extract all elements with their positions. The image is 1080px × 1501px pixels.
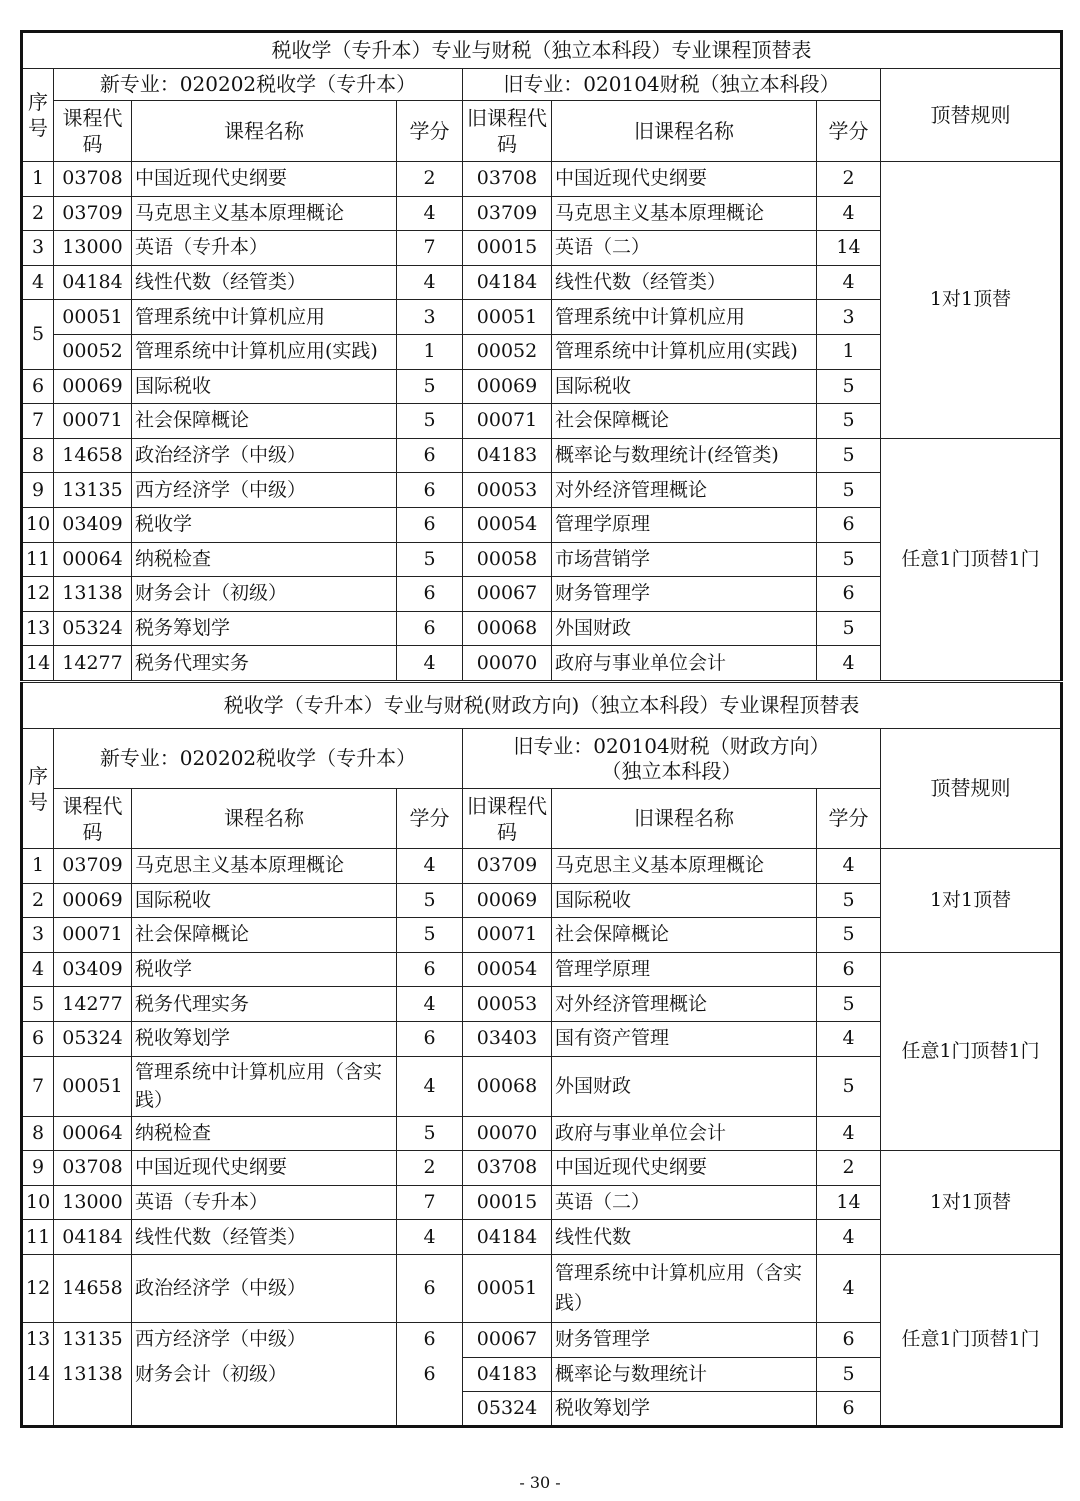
- credit-cell: 5: [397, 542, 463, 577]
- code-cell: 04184: [54, 265, 132, 300]
- old-name-header: 旧课程名称: [552, 101, 817, 162]
- old-name-cell: 外国财政: [552, 611, 817, 646]
- old-code-cell: 03709: [463, 196, 552, 231]
- old-credit-cell: 3: [817, 300, 881, 335]
- code-cell: 13000: [54, 1185, 132, 1220]
- page-number: - 30 -: [519, 1473, 561, 1492]
- seq-cell: 9: [22, 473, 54, 508]
- credit-cell: 5: [397, 1116, 463, 1151]
- seq-cell: 5: [22, 300, 54, 369]
- name-cell: 中国近现代史纲要: [132, 1151, 397, 1186]
- new-major-header: 新专业：020202税收学（专升本）: [54, 69, 463, 101]
- old-credit-cell: 5: [817, 1056, 881, 1116]
- seq-cell: 2: [22, 196, 54, 231]
- old-major-line2: （独立本科段）: [601, 758, 742, 783]
- old-name-cell: 税收筹划学: [552, 1392, 817, 1427]
- old-code-cell: 04184: [463, 265, 552, 300]
- seq-header: 序号: [22, 69, 54, 162]
- seq-cell: 10: [22, 507, 54, 542]
- old-name-cell: 管理系统中计算机应用(实践): [552, 334, 817, 369]
- name-cell: 管理系统中计算机应用(实践): [132, 334, 397, 369]
- old-code-cell: 00069: [463, 369, 552, 404]
- code-cell: 03409: [54, 507, 132, 542]
- credit-cell: 5: [397, 404, 463, 439]
- credit-cell: 6: [397, 473, 463, 508]
- credit-cell: 4: [397, 987, 463, 1022]
- seq-cell: 11: [22, 1220, 54, 1255]
- old-credit-cell: 4: [817, 1220, 881, 1255]
- seq-cell: 8: [22, 1116, 54, 1151]
- code-cell: 13138: [54, 577, 132, 612]
- name-cell: 国际税收: [132, 369, 397, 404]
- old-credit-cell: 5: [817, 987, 881, 1022]
- old-name-cell: 财务管理学: [552, 1322, 817, 1357]
- code-cell: 13000: [54, 231, 132, 266]
- seq-cell: 9: [22, 1151, 54, 1186]
- seq-cell: 7: [22, 404, 54, 439]
- new-major-header: 新专业：020202税收学（专升本）: [54, 729, 463, 789]
- seq-cell: 3: [22, 918, 54, 953]
- old-name-cell: 市场营销学: [552, 542, 817, 577]
- credit-cell: 3: [397, 300, 463, 335]
- credit-cell: [397, 1392, 463, 1427]
- old-credit-cell: 5: [817, 611, 881, 646]
- rule-cell: 1对1顶替: [881, 1151, 1062, 1255]
- old-credit-cell: 1: [817, 334, 881, 369]
- old-code-cell: 00052: [463, 334, 552, 369]
- old-credit-cell: 4: [817, 1116, 881, 1151]
- name-cell: 马克思主义基本原理概论: [132, 196, 397, 231]
- name-cell: 税收学: [132, 952, 397, 987]
- credit-cell: 2: [397, 162, 463, 197]
- seq-cell: 11: [22, 542, 54, 577]
- seq-cell: 6: [22, 369, 54, 404]
- credit-cell: 7: [397, 1185, 463, 1220]
- old-name-cell: 外国财政: [552, 1056, 817, 1116]
- name-cell: 政治经济学（中级）: [132, 438, 397, 473]
- code-cell: 14658: [54, 1254, 132, 1322]
- old-code-cell: 00068: [463, 1056, 552, 1116]
- seq-cell: [22, 1392, 54, 1427]
- old-name-cell: 管理学原理: [552, 952, 817, 987]
- code-cell: 13135: [54, 473, 132, 508]
- credit-cell: 4: [397, 1220, 463, 1255]
- name-cell: 社会保障概论: [132, 404, 397, 439]
- name-cell: [132, 1392, 397, 1427]
- old-code-cell: 00067: [463, 1322, 552, 1357]
- seq-cell: 12: [22, 577, 54, 612]
- code-cell: 00071: [54, 918, 132, 953]
- name-cell: 西方经济学（中级）: [132, 1322, 397, 1357]
- name-cell: 纳税检查: [132, 542, 397, 577]
- old-major-line1: 旧专业：020104财税（财政方向）: [513, 733, 830, 758]
- seq-cell: 7: [22, 1056, 54, 1116]
- credit-cell: 5: [397, 918, 463, 953]
- seq-cell: 14: [22, 1357, 54, 1392]
- old-code-cell: 00053: [463, 473, 552, 508]
- table-row: [22, 438, 1062, 473]
- old-code-cell: 04184: [463, 1220, 552, 1255]
- code-cell: [54, 1392, 132, 1427]
- code-header: 课程代码: [54, 789, 132, 849]
- old-name-cell: 对外经济管理概论: [552, 987, 817, 1022]
- rule-cell: 任意1门顶替1门: [881, 1254, 1062, 1426]
- name-cell: 中国近现代史纲要: [132, 162, 397, 197]
- table-title: 税收学（专升本）专业与财税(财政方向)（独立本科段）专业课程顶替表: [22, 683, 1062, 729]
- seq-cell: 6: [22, 1021, 54, 1056]
- seq-cell: 4: [22, 952, 54, 987]
- code-cell: 13138: [54, 1357, 132, 1392]
- old-name-cell: 管理学原理: [552, 507, 817, 542]
- old-credit-cell: 6: [817, 1392, 881, 1427]
- credit-cell: 6: [397, 952, 463, 987]
- name-cell: 英语（专升本）: [132, 1185, 397, 1220]
- old-code-cell: 00051: [463, 300, 552, 335]
- credit-cell: 5: [397, 883, 463, 918]
- name-cell: 社会保障概论: [132, 918, 397, 953]
- credit-cell: 6: [397, 1021, 463, 1056]
- course-substitution-table-1: [20, 30, 1063, 681]
- old-code-cell: 00070: [463, 1116, 552, 1151]
- name-cell: 税务筹划学: [132, 611, 397, 646]
- rule-header: 顶替规则: [881, 69, 1062, 162]
- name-cell: 英语（专升本）: [132, 231, 397, 266]
- old-credit-cell: 4: [817, 849, 881, 884]
- seq-cell: 8: [22, 438, 54, 473]
- seq-cell: 12: [22, 1254, 54, 1322]
- code-cell: 14277: [54, 987, 132, 1022]
- old-name-cell: 中国近现代史纲要: [552, 1151, 817, 1186]
- old-credit-cell: 5: [817, 404, 881, 439]
- code-cell: 00051: [54, 300, 132, 335]
- code-cell: 00069: [54, 369, 132, 404]
- credit-header: 学分: [397, 101, 463, 162]
- old-name-cell: 英语（二）: [552, 1185, 817, 1220]
- old-name-cell: 对外经济管理概论: [552, 473, 817, 508]
- credit-cell: 6: [397, 1357, 463, 1392]
- old-credit-header: 学分: [817, 101, 881, 162]
- credit-cell: 4: [397, 265, 463, 300]
- code-cell: 00069: [54, 883, 132, 918]
- name-cell: 管理系统中计算机应用: [132, 300, 397, 335]
- code-cell: 05324: [54, 1021, 132, 1056]
- credit-cell: 5: [397, 369, 463, 404]
- old-name-cell: 政府与事业单位会计: [552, 646, 817, 681]
- old-code-cell: 03403: [463, 1021, 552, 1056]
- old-code-cell: 00053: [463, 987, 552, 1022]
- old-code-cell: 00067: [463, 577, 552, 612]
- old-name-cell: 国有资产管理: [552, 1021, 817, 1056]
- name-header: 课程名称: [132, 101, 397, 162]
- seq-cell: 4: [22, 265, 54, 300]
- code-cell: 14277: [54, 646, 132, 681]
- credit-cell: 2: [397, 1151, 463, 1186]
- old-code-cell: 00069: [463, 883, 552, 918]
- old-code-cell: 00071: [463, 404, 552, 439]
- old-credit-cell: 4: [817, 265, 881, 300]
- old-credit-cell: 6: [817, 1322, 881, 1357]
- old-name-cell: 中国近现代史纲要: [552, 162, 817, 197]
- code-cell: 00071: [54, 404, 132, 439]
- credit-cell: 6: [397, 1254, 463, 1322]
- old-code-cell: 03709: [463, 849, 552, 884]
- old-code-cell: 00015: [463, 1185, 552, 1220]
- name-cell: 税务代理实务: [132, 646, 397, 681]
- old-credit-header: 学分: [817, 789, 881, 849]
- old-code-cell: 00015: [463, 231, 552, 266]
- code-cell: 03709: [54, 849, 132, 884]
- name-cell: 政治经济学（中级）: [132, 1254, 397, 1322]
- old-name-cell: 英语（二）: [552, 231, 817, 266]
- old-code-header: 旧课程代码: [463, 101, 552, 162]
- name-cell: 线性代数（经管类）: [132, 1220, 397, 1255]
- old-code-cell: 00051: [463, 1254, 552, 1322]
- code-header: 课程代码: [54, 101, 132, 162]
- old-credit-cell: 4: [817, 1021, 881, 1056]
- old-name-cell: 国际税收: [552, 369, 817, 404]
- old-code-cell: 04183: [463, 438, 552, 473]
- old-code-cell: 00071: [463, 918, 552, 953]
- old-name-cell: 财务管理学: [552, 577, 817, 612]
- table-row: [22, 952, 1062, 987]
- old-credit-cell: 14: [817, 231, 881, 266]
- code-cell: 03709: [54, 196, 132, 231]
- seq-cell: 13: [22, 1322, 54, 1357]
- old-code-cell: 00058: [463, 542, 552, 577]
- credit-cell: 6: [397, 1322, 463, 1357]
- rule-cell: 1对1顶替: [881, 849, 1062, 953]
- rule-cell: 任意1门顶替1门: [881, 952, 1062, 1150]
- old-major-header: 旧专业：020104财税（独立本科段）: [463, 69, 881, 101]
- old-credit-cell: 2: [817, 162, 881, 197]
- code-cell: 00064: [54, 1116, 132, 1151]
- code-cell: 13135: [54, 1322, 132, 1357]
- old-code-cell: 03708: [463, 162, 552, 197]
- old-code-cell: 05324: [463, 1392, 552, 1427]
- old-credit-cell: 2: [817, 1151, 881, 1186]
- credit-cell: 6: [397, 577, 463, 612]
- rule-cell: 任意1门顶替1门: [881, 438, 1062, 680]
- old-name-cell: 概率论与数理统计(经管类): [552, 438, 817, 473]
- old-name-cell: 线性代数: [552, 1220, 817, 1255]
- old-name-header: 旧课程名称: [552, 789, 817, 849]
- name-cell: 马克思主义基本原理概论: [132, 849, 397, 884]
- table-row: [22, 1254, 1062, 1322]
- old-code-header: 旧课程代码: [463, 789, 552, 849]
- credit-cell: 6: [397, 611, 463, 646]
- old-code-cell: 00054: [463, 952, 552, 987]
- name-cell: 纳税检查: [132, 1116, 397, 1151]
- rule-header: 顶替规则: [881, 729, 1062, 849]
- old-code-cell: 00054: [463, 507, 552, 542]
- name-cell: 财务会计（初级）: [132, 577, 397, 612]
- credit-cell: 6: [397, 507, 463, 542]
- old-credit-cell: 5: [817, 473, 881, 508]
- credit-cell: 7: [397, 231, 463, 266]
- credit-cell: 4: [397, 1056, 463, 1116]
- name-header: 课程名称: [132, 789, 397, 849]
- name-cell: 线性代数（经管类）: [132, 265, 397, 300]
- code-cell: 05324: [54, 611, 132, 646]
- old-name-cell: 马克思主义基本原理概论: [552, 196, 817, 231]
- old-name-cell: 马克思主义基本原理概论: [552, 849, 817, 884]
- credit-cell: 4: [397, 849, 463, 884]
- seq-cell: 3: [22, 231, 54, 266]
- credit-header: 学分: [397, 789, 463, 849]
- old-credit-cell: 5: [817, 1357, 881, 1392]
- name-cell: 税收筹划学: [132, 1021, 397, 1056]
- credit-cell: 1: [397, 334, 463, 369]
- old-name-cell: 管理系统中计算机应用: [552, 300, 817, 335]
- old-major-header: [463, 729, 881, 789]
- name-cell: 国际税收: [132, 883, 397, 918]
- name-cell: 税收学: [132, 507, 397, 542]
- table-row: [22, 162, 1062, 197]
- code-cell: 03708: [54, 1151, 132, 1186]
- code-cell: 00052: [54, 334, 132, 369]
- seq-cell: 2: [22, 883, 54, 918]
- credit-cell: 4: [397, 646, 463, 681]
- old-code-cell: 03708: [463, 1151, 552, 1186]
- old-credit-cell: 5: [817, 438, 881, 473]
- old-name-cell: 管理系统中计算机应用（含实践）: [552, 1254, 817, 1322]
- name-cell: 西方经济学（中级）: [132, 473, 397, 508]
- old-credit-cell: 4: [817, 646, 881, 681]
- old-credit-cell: 4: [817, 196, 881, 231]
- table-title: 税收学（专升本）专业与财税（独立本科段）专业课程顶替表: [22, 32, 1062, 69]
- code-cell: 03708: [54, 162, 132, 197]
- seq-header: 序号: [22, 729, 54, 849]
- table-row: [22, 849, 1062, 884]
- seq-cell: 1: [22, 162, 54, 197]
- credit-cell: 6: [397, 438, 463, 473]
- code-cell: 00064: [54, 542, 132, 577]
- table-row: [22, 1151, 1062, 1186]
- code-cell: 03409: [54, 952, 132, 987]
- old-credit-cell: 6: [817, 507, 881, 542]
- seq-cell: 13: [22, 611, 54, 646]
- old-credit-cell: 5: [817, 883, 881, 918]
- old-credit-cell: 4: [817, 1254, 881, 1322]
- old-name-cell: 政府与事业单位会计: [552, 1116, 817, 1151]
- old-credit-cell: 5: [817, 542, 881, 577]
- seq-cell: 1: [22, 849, 54, 884]
- old-credit-cell: 5: [817, 918, 881, 953]
- old-credit-cell: 6: [817, 952, 881, 987]
- credit-cell: 4: [397, 196, 463, 231]
- course-substitution-table-2: [20, 682, 1063, 1428]
- code-cell: 04184: [54, 1220, 132, 1255]
- old-credit-cell: 5: [817, 369, 881, 404]
- old-credit-cell: 14: [817, 1185, 881, 1220]
- code-cell: 14658: [54, 438, 132, 473]
- name-cell: 管理系统中计算机应用（含实践）: [132, 1056, 397, 1116]
- name-cell: 税务代理实务: [132, 987, 397, 1022]
- seq-cell: 10: [22, 1185, 54, 1220]
- seq-cell: 5: [22, 987, 54, 1022]
- old-credit-cell: 6: [817, 577, 881, 612]
- old-code-cell: 00068: [463, 611, 552, 646]
- code-cell: 00051: [54, 1056, 132, 1116]
- old-name-cell: 社会保障概论: [552, 404, 817, 439]
- name-cell: 财务会计（初级）: [132, 1357, 397, 1392]
- rule-cell: 1对1顶替: [881, 162, 1062, 439]
- old-code-cell: 04183: [463, 1357, 552, 1392]
- old-name-cell: 线性代数（经管类）: [552, 265, 817, 300]
- old-name-cell: 社会保障概论: [552, 918, 817, 953]
- old-name-cell: 概率论与数理统计: [552, 1357, 817, 1392]
- old-name-cell: 国际税收: [552, 883, 817, 918]
- seq-cell: 14: [22, 646, 54, 681]
- old-code-cell: 00070: [463, 646, 552, 681]
